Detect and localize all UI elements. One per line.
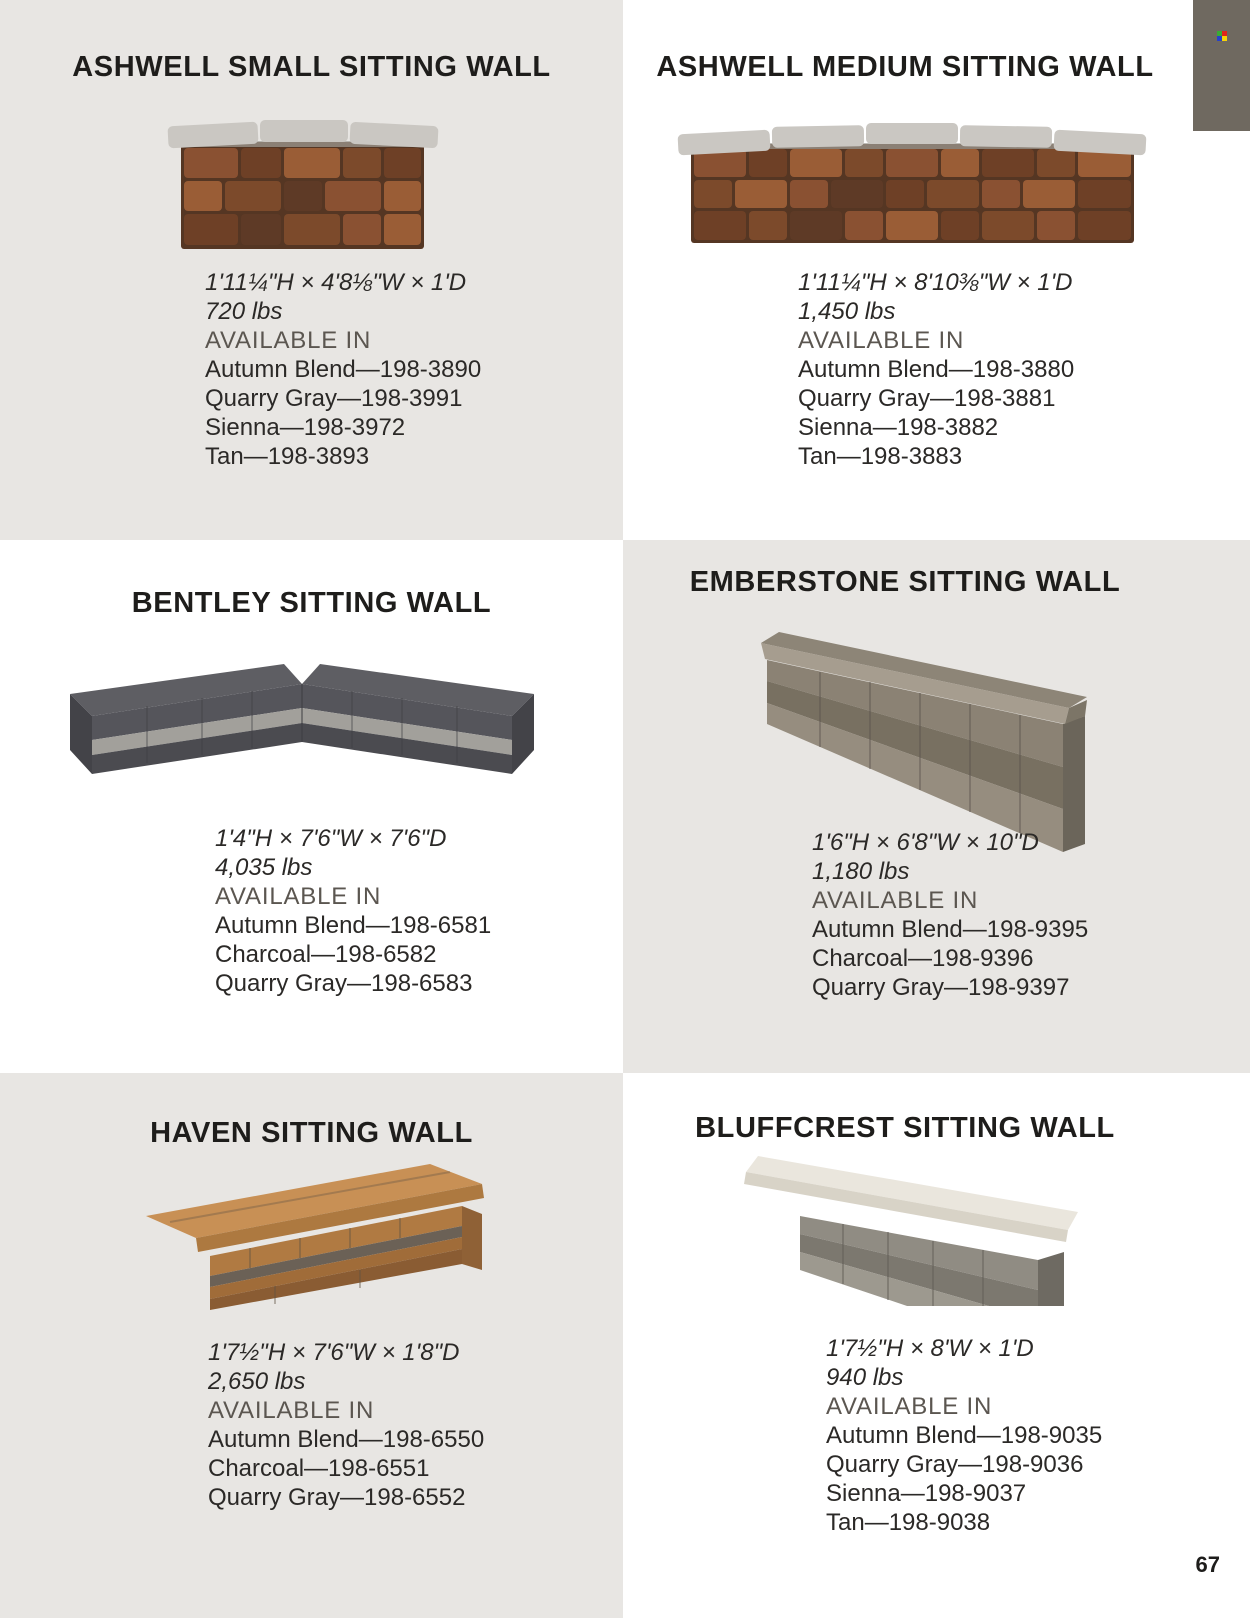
color-sku: Sienna—198-3882 [798,414,999,441]
window-logo-icon [1217,31,1227,41]
product-specs [812,828,1088,1002]
color-sku: Sienna—198-3972 [205,414,406,441]
product-title: ASHWELL MEDIUM SITTING WALL [656,51,1154,83]
product-card-emberstone [623,540,1250,1073]
color-sku: Quarry Gray—198-6552 [208,1484,466,1511]
wall-cap [744,1156,1078,1242]
available-in-label: AVAILABLE IN [798,327,965,354]
product-title: HAVEN SITTING WALL [150,1117,473,1149]
product-dimensions: 1'4"H × 7'6"W × 7'6"D [215,825,447,852]
product-image-bluffcrest [738,1136,1113,1306]
color-sku: Autumn Blend—198-3890 [205,356,482,383]
logo-square-green [1217,31,1222,36]
color-sku: Tan—198-3893 [205,443,370,470]
product-weight: 1,450 lbs [798,298,896,325]
product-title: EMBERSTONE SITTING WALL [689,566,1121,598]
product-image-ashwell-medium [675,112,1150,247]
product-dimensions: 1'6"H × 6'8"W × 10"D [812,829,1039,856]
product-dimensions: 1'11¼"H × 8'10⅜"W × 1'D [798,269,1073,296]
color-sku: Quarry Gray—198-6583 [215,970,473,997]
wall-body [691,144,1134,243]
color-sku: Tan—198-3883 [798,443,963,470]
available-in-label: AVAILABLE IN [208,1397,375,1424]
page-number: 67 [1195,1552,1220,1577]
color-sku: Quarry Gray—198-9397 [812,974,1070,1001]
product-specs [798,268,1074,471]
logo-square-yellow [1222,36,1227,41]
section-tab [1193,0,1250,131]
color-sku: Tan—198-9038 [826,1509,991,1536]
product-card-bentley [0,540,623,1073]
available-in-label: AVAILABLE IN [205,327,372,354]
product-dimensions: 1'11¼"H × 4'8⅛"W × 1'D [205,269,467,296]
color-sku: Charcoal—198-6551 [208,1455,430,1482]
product-weight: 1,180 lbs [812,858,910,885]
product-specs [215,824,491,998]
product-image-haven [130,1142,490,1317]
product-dimensions: 1'7½"H × 7'6"W × 1'8"D [208,1339,460,1366]
product-weight: 720 lbs [205,298,283,325]
color-sku: Quarry Gray—198-9036 [826,1451,1084,1478]
color-sku: Sienna—198-9037 [826,1480,1027,1507]
product-card-ashwell-medium [623,0,1250,540]
color-sku: Autumn Blend—198-6550 [208,1426,485,1453]
product-weight: 2,650 lbs [208,1368,306,1395]
product-card-haven [0,1073,623,1618]
available-in-label: AVAILABLE IN [812,887,979,914]
product-card-bluffcrest [623,1073,1250,1618]
product-image-ashwell-small [165,108,440,253]
product-title: BLUFFCREST SITTING WALL [695,1112,1115,1144]
logo-square-red [1222,31,1227,36]
color-sku: Autumn Blend—198-9395 [812,916,1089,943]
color-sku: Autumn Blend—198-9035 [826,1422,1103,1449]
logo-square-blue [1217,36,1222,41]
product-image-bentley [52,622,552,777]
wall-body [181,142,424,249]
available-in-label: AVAILABLE IN [826,1393,993,1420]
product-dimensions: 1'7½"H × 8'W × 1'D [826,1335,1034,1362]
available-in-label: AVAILABLE IN [215,883,382,910]
product-weight: 940 lbs [826,1364,904,1391]
color-sku: Autumn Blend—198-6581 [215,912,492,939]
product-title: ASHWELL SMALL SITTING WALL [72,51,551,83]
product-title: BENTLEY SITTING WALL [131,587,492,619]
wall-cap [167,120,438,148]
color-sku: Charcoal—198-6582 [215,941,437,968]
color-sku: Charcoal—198-9396 [812,945,1034,972]
color-sku: Autumn Blend—198-3880 [798,356,1075,383]
color-sku: Quarry Gray—198-3881 [798,385,1056,412]
product-specs [205,268,481,471]
color-sku: Quarry Gray—198-3991 [205,385,463,412]
product-card-ashwell-small [0,0,623,540]
product-weight: 4,035 lbs [215,854,313,881]
product-specs [826,1334,1102,1537]
product-specs [208,1338,484,1512]
